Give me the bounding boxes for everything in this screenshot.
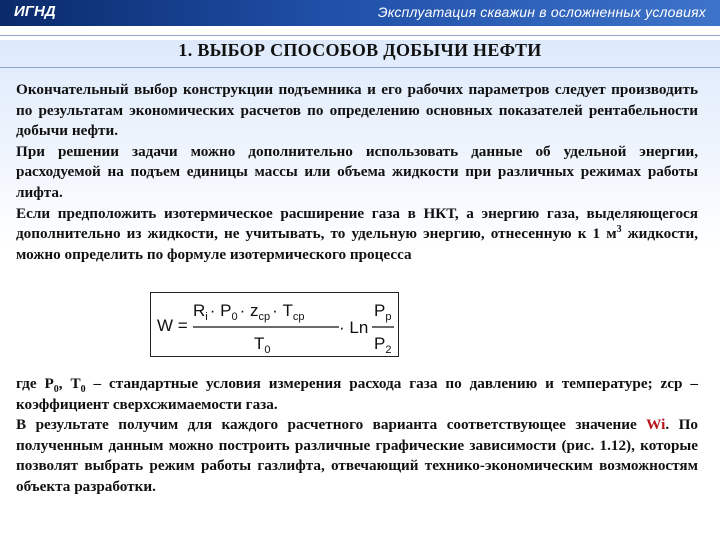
formula-R-sub: i [205,311,208,323]
formula-log-numerator [374,301,391,323]
paragraph-isothermal [16,204,698,266]
formula-z: · z [239,301,259,320]
where-P0-sub: 0 [53,384,59,396]
formula-P2: P [374,334,386,353]
formula-P2-sub: 2 [385,344,392,356]
paragraph-specific-energy: При решении задачи можно дополнительно использовать данные об удельной энергии, расходуемой на подъем единицы массы или объема жидкости при различных режимах работы лифта. [16,142,698,201]
isothermal-text-start: Если предположить изотермическое расширение газа в НКТ, а энергию газа, выделяющегося дополнительно из жидкости, не учитывать, то удельную энергию, отнесенную к 1 м [16,204,698,243]
paragraph-result [16,415,698,497]
paragraph-where [16,374,698,415]
where-T0-sub: 0 [80,384,86,396]
header-course-title: Эксплуатация скважин в осложненных условиях [377,4,706,20]
formula-numerator [193,301,305,323]
formula-graphic [151,293,398,356]
formula-T0-sub: 0 [264,344,271,356]
result-text-a: В результате получим для каждого расчетного варианта соответствующее значение [16,416,647,434]
formula-Tcp: · T [272,301,293,320]
outro-text [16,374,698,498]
energy-formula [150,292,399,357]
header-bar [0,0,720,26]
formula-T0: T [254,334,265,353]
isothermal-text-end: жидкости, можно определить по формуле изотермического процесса [16,225,698,263]
title-divider [0,67,720,68]
top-divider [0,35,720,36]
formula-ln: · Ln [339,318,369,337]
result-text-b: . По полученным данным можно построить различные графические зависимости (рис. 1.12), которые позволят выбрать режим работы газлифта, отвечающий технико-экономическим возможностям объекта разработки. [16,416,698,495]
formula-P0-sub: 0 [231,311,238,323]
wi-highlight: Wi [646,416,666,434]
formula-lhs: W = [157,316,188,335]
formula-denominator [254,334,271,356]
intro-text [16,80,698,265]
paragraph-construction-choice: Окончательный выбор конструкции подъемника и его рабочих параметров следует производить по результатам экономических расчетов по определению основных показателей рентабельности добычи нефти. [16,81,698,140]
formula-z-sub: ср [258,311,271,323]
formula-Pp-sub: р [385,311,392,323]
formula-R: R [193,301,206,320]
cubic-superscript: 3 [616,224,622,236]
where-text-b: , Т [58,375,81,392]
formula-Pp: P [374,301,386,320]
formula-P0: · P [209,301,232,320]
header-org-label: ИГНД [14,3,56,20]
where-text-c: – стандартные условия измерения расхода газа по давлению и температуре; zср – коэффициент сверхсжимаемости газа. [16,375,698,413]
formula-Tcp-sub: ср [292,311,305,323]
slide-title: 1. ВЫБОР СПОСОБОВ ДОБЫЧИ НЕФТИ [178,40,542,60]
formula-log-denominator [374,334,391,356]
where-text-a: где Р [16,375,54,392]
